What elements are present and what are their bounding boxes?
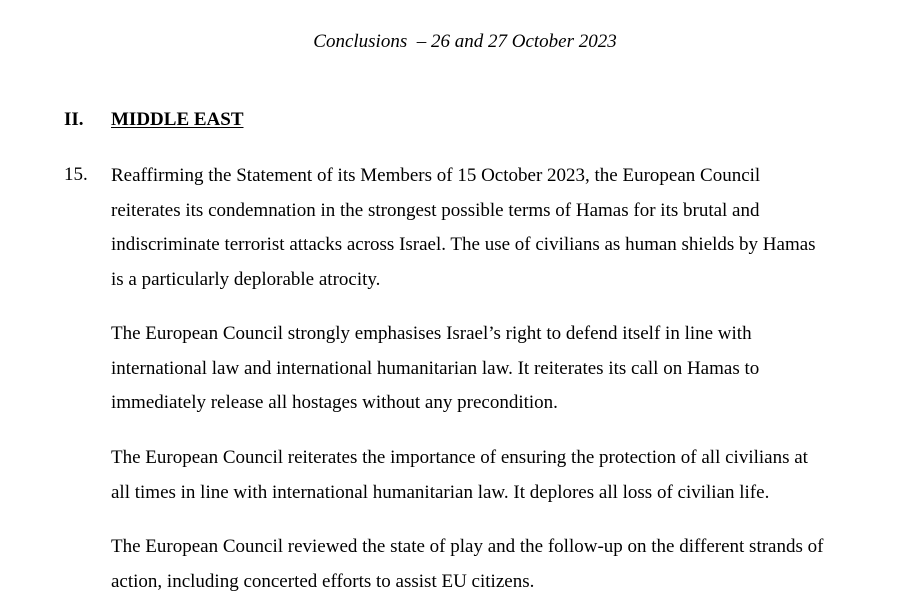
paragraph-number: 15.	[64, 164, 88, 185]
paragraph-4	[111, 530, 881, 599]
paragraph-line: indiscriminate terrorist attacks across Israel. The use of civilians as human shields by Hamas	[111, 234, 816, 255]
paragraph-line: The European Council reviewed the state of play and the follow-up on the different strands of	[111, 536, 824, 557]
paragraph-line: Reaffirming the Statement of its Members of 15 October 2023, the European Council	[111, 165, 761, 186]
paragraph-line: The European Council reiterates the importance of ensuring the protection of all civilians at	[111, 447, 808, 468]
paragraph-line: The European Council strongly emphasises Israel’s right to defend itself in line with	[111, 323, 752, 344]
paragraph-1	[111, 159, 881, 297]
paragraph-line: international law and international humanitarian law. It reiterates its call on Hamas to	[111, 357, 760, 379]
paragraph-3	[111, 441, 881, 510]
paragraph-line: is a particularly deplorable atrocity.	[111, 268, 381, 290]
paragraph-line: reiterates its condemnation in the strongest possible terms of Hamas for its brutal and	[111, 199, 760, 221]
section-title: MIDDLE EAST	[111, 109, 244, 130]
section-number: II.	[64, 109, 84, 130]
paragraph-2	[111, 317, 881, 421]
paragraph-line: action, including concerted efforts to assist EU citizens.	[111, 570, 535, 592]
paragraph-line: immediately release all hostages without any precondition.	[111, 392, 558, 413]
document-header: Conclusions – 26 and 27 October 2023	[313, 31, 617, 52]
paragraph-line: all times in line with international humanitarian law. It deplores all loss of civilian life.	[111, 481, 770, 503]
